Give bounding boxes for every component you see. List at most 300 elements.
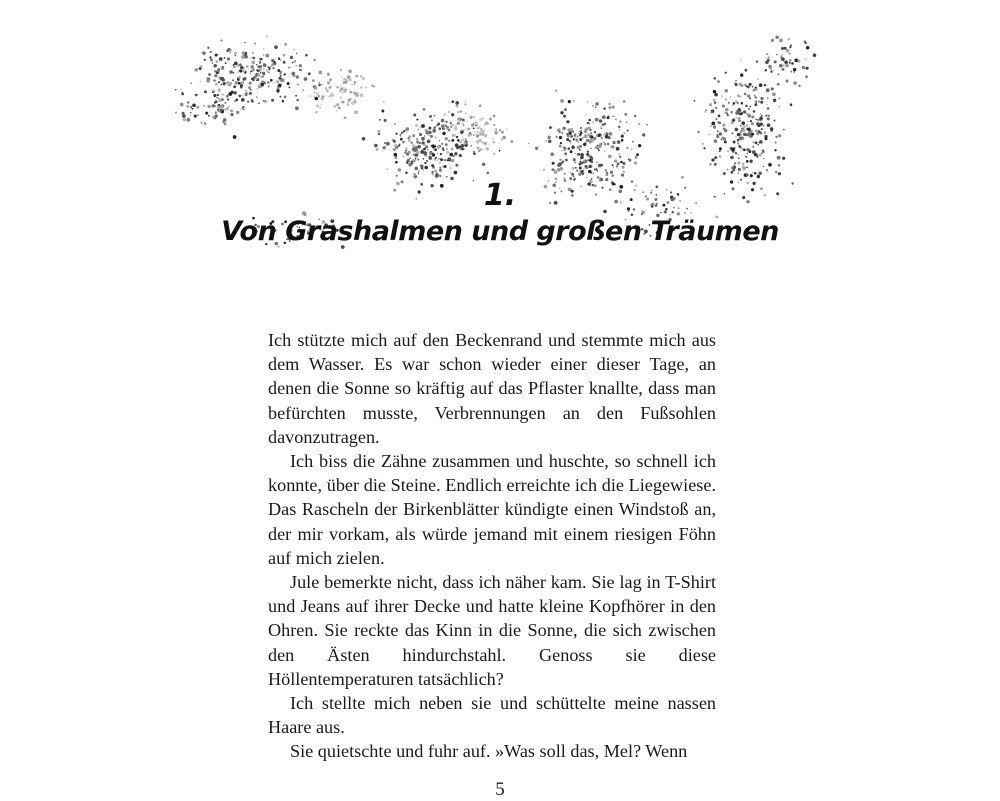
speck [744, 93, 747, 96]
speck [600, 135, 602, 137]
speck [757, 144, 759, 146]
speck [428, 131, 431, 134]
speck [436, 172, 438, 174]
speck [737, 95, 739, 97]
speck [747, 94, 751, 98]
speck [569, 140, 571, 142]
speck [750, 120, 752, 122]
speck [735, 112, 737, 114]
speck [725, 89, 728, 92]
speck [208, 115, 210, 117]
speck [416, 141, 419, 144]
speck [276, 80, 279, 83]
speck [241, 108, 243, 110]
speck [561, 132, 563, 134]
speck [191, 108, 193, 110]
speck [337, 86, 339, 88]
speck [552, 162, 555, 165]
speck [777, 83, 780, 86]
speck [215, 83, 218, 86]
speck [395, 133, 397, 135]
speck [186, 105, 189, 108]
speck [561, 168, 564, 171]
speck [228, 92, 232, 96]
speck [708, 134, 709, 135]
speck [237, 72, 238, 73]
speck [432, 173, 434, 175]
speck [564, 108, 567, 111]
speck [727, 169, 729, 171]
speck [623, 100, 626, 103]
speck [207, 47, 209, 49]
speck [257, 88, 258, 89]
speck [613, 167, 614, 168]
speck [586, 153, 588, 155]
speck [586, 139, 588, 141]
speck [791, 62, 794, 65]
speck [430, 135, 433, 138]
speck [442, 132, 445, 135]
speck [788, 38, 790, 40]
speck [220, 84, 222, 86]
speck [742, 163, 745, 166]
speck [778, 73, 779, 74]
speck [571, 173, 574, 176]
speck [474, 131, 476, 133]
speck [620, 161, 623, 164]
speck [573, 100, 574, 101]
speck [446, 148, 448, 150]
speck [226, 108, 228, 110]
speck [595, 168, 597, 170]
chapter-title: Von Grashalmen und großen Träumen [221, 216, 779, 247]
speck [290, 56, 293, 59]
speck [739, 96, 741, 98]
speck [330, 94, 332, 96]
speck [595, 146, 598, 149]
paragraph: Ich stützte mich auf den Beckenrand und stemmte mich aus dem Wasser. Es war schon wieder einer dieser Tage, an denen die Sonne so kräftig auf das Pflaster knallte, dass man befürchten musste, Verbrennungen an den Fußsohlen davonzutragen. [268, 330, 716, 447]
speck [713, 90, 717, 94]
speck [735, 80, 736, 81]
speck [761, 128, 763, 130]
speck [789, 62, 791, 64]
speck [238, 95, 241, 98]
speck [287, 82, 290, 85]
speck [465, 113, 467, 115]
speck [694, 100, 696, 102]
speck [250, 57, 251, 58]
speck [752, 133, 754, 135]
speck [217, 94, 219, 96]
speck [601, 128, 602, 129]
speck [779, 64, 783, 68]
speck [737, 161, 740, 164]
speck [622, 166, 625, 169]
speck [207, 77, 209, 79]
speck [227, 83, 231, 87]
speck [580, 132, 583, 135]
speck [241, 55, 245, 59]
speck [221, 98, 223, 100]
speck [564, 173, 566, 175]
speck [612, 105, 615, 108]
speck [762, 149, 764, 151]
speck [752, 172, 753, 173]
speck [204, 122, 207, 125]
speck [479, 104, 482, 107]
speck [593, 173, 594, 174]
speck [284, 43, 287, 46]
speck [333, 105, 336, 108]
speck [348, 69, 352, 73]
speck [711, 111, 714, 114]
speck [263, 74, 265, 76]
speck [766, 53, 769, 56]
speck [605, 170, 606, 171]
speck [574, 153, 576, 155]
speck [595, 118, 599, 122]
speck [214, 74, 217, 77]
speck [318, 95, 320, 97]
speck [557, 168, 561, 172]
speck [733, 141, 736, 144]
speck [256, 96, 258, 98]
speck [213, 64, 217, 68]
speck [340, 69, 342, 71]
speck [423, 151, 427, 155]
speck [240, 66, 244, 70]
speck [357, 92, 359, 94]
speck [769, 57, 770, 58]
speck [224, 82, 225, 83]
speck [208, 73, 211, 76]
speck [413, 154, 415, 156]
speck [355, 74, 358, 77]
speck [394, 145, 396, 147]
speck [401, 132, 404, 135]
speck [786, 49, 790, 53]
speck [431, 119, 433, 121]
speck [786, 80, 789, 83]
speck [721, 95, 723, 97]
speck [434, 145, 436, 147]
speck [735, 83, 738, 86]
speck [604, 143, 607, 146]
speck [347, 103, 350, 106]
speck [737, 139, 740, 142]
speck [576, 146, 579, 149]
speck [793, 81, 797, 85]
speck [421, 137, 425, 141]
speck [314, 59, 316, 61]
speck [747, 86, 750, 89]
speck [757, 79, 758, 80]
speck [746, 113, 748, 115]
speck [752, 150, 756, 154]
speck [748, 108, 750, 110]
speck [617, 140, 621, 144]
speck [755, 87, 757, 89]
speck [456, 136, 458, 138]
speck [312, 79, 315, 82]
speck [605, 132, 608, 135]
speck [486, 172, 489, 175]
speck [775, 36, 779, 40]
speck [349, 98, 351, 100]
speck [771, 87, 774, 90]
speck [579, 149, 581, 151]
speck [260, 58, 262, 60]
speck [438, 158, 440, 160]
speck [374, 144, 378, 148]
speck [714, 139, 717, 142]
speck [245, 90, 247, 92]
speck [394, 153, 398, 157]
speck [321, 97, 324, 100]
speck [215, 54, 218, 57]
speck [183, 118, 187, 122]
speck [759, 83, 763, 87]
speck [767, 117, 770, 120]
speck [738, 168, 741, 171]
speck [455, 104, 458, 107]
speck [465, 138, 467, 140]
speck [752, 146, 754, 148]
speck [424, 162, 426, 164]
speck [713, 125, 716, 128]
speck [784, 61, 788, 65]
speck [447, 159, 449, 161]
speck [778, 134, 781, 137]
speck [741, 150, 742, 151]
speck [227, 94, 229, 96]
speck [270, 66, 272, 68]
speck [205, 112, 208, 115]
speck [405, 172, 407, 174]
speck [187, 101, 189, 103]
speck [479, 125, 480, 126]
speck [342, 90, 343, 91]
speck [612, 141, 615, 144]
speck [717, 121, 720, 124]
speck [764, 84, 766, 86]
speck [393, 148, 396, 151]
speck [755, 141, 758, 144]
speck [781, 55, 783, 57]
speck [755, 130, 758, 133]
speck [455, 143, 459, 147]
speck [473, 116, 475, 118]
speck [715, 118, 717, 120]
speck [595, 106, 597, 108]
speck [468, 127, 471, 130]
speck [624, 113, 627, 116]
speck [473, 151, 475, 153]
speck [559, 145, 562, 148]
speck [566, 120, 569, 123]
speck [378, 133, 381, 136]
speck [775, 136, 777, 138]
speck [241, 81, 244, 84]
speck [627, 129, 629, 131]
speck [252, 52, 254, 54]
speck [574, 133, 577, 136]
speck [582, 172, 585, 175]
speck [360, 86, 363, 89]
speck [601, 124, 603, 126]
speck [212, 62, 213, 63]
speck [714, 156, 717, 159]
speck [797, 60, 800, 63]
speck [349, 79, 352, 82]
speck [549, 126, 552, 129]
speck [587, 122, 589, 124]
speck [760, 97, 763, 100]
speck [571, 145, 575, 149]
speck [274, 45, 278, 49]
speck [767, 97, 769, 99]
speck [560, 111, 563, 114]
speck [741, 102, 743, 104]
speck [631, 148, 633, 150]
speck [240, 70, 243, 73]
speck [283, 54, 286, 57]
speck [213, 94, 216, 97]
speck [738, 120, 740, 122]
speck [216, 60, 219, 63]
speck [423, 169, 424, 170]
speck [254, 42, 256, 44]
speck [763, 125, 764, 126]
speck [241, 98, 245, 102]
speck [263, 100, 265, 102]
speck [579, 167, 582, 170]
speck [452, 158, 455, 161]
speck [612, 164, 614, 166]
speck [230, 113, 233, 116]
speck [439, 169, 442, 172]
speck [806, 46, 810, 50]
speck [473, 135, 474, 136]
speck [727, 114, 729, 116]
speck [590, 129, 592, 131]
speck [271, 63, 274, 66]
speck [482, 163, 485, 166]
speck [730, 111, 733, 114]
speck [638, 123, 640, 125]
speck [400, 136, 401, 137]
speck [768, 163, 772, 167]
speck [562, 160, 565, 163]
speck [232, 79, 234, 81]
speck [419, 133, 422, 136]
speck [493, 115, 496, 118]
speck [568, 147, 571, 150]
speck [460, 110, 462, 112]
speck [259, 62, 261, 64]
speck [764, 131, 767, 134]
speck [510, 140, 513, 143]
speck [238, 82, 241, 85]
speck [547, 136, 551, 140]
speck [403, 156, 405, 158]
speck [432, 129, 436, 133]
speck [394, 157, 396, 159]
speck [313, 95, 315, 97]
speck [744, 134, 746, 136]
speck [446, 128, 448, 130]
speck [612, 116, 614, 118]
speck [384, 119, 387, 122]
speck [230, 52, 231, 53]
speck [597, 145, 599, 147]
speck [310, 95, 312, 97]
speck [592, 105, 594, 107]
speck [725, 72, 727, 74]
speck [215, 100, 218, 103]
speck [743, 148, 746, 151]
speck [257, 66, 260, 69]
speck [759, 140, 762, 143]
speck [396, 175, 398, 177]
speck [604, 151, 605, 152]
speck [761, 152, 763, 154]
speck [596, 170, 598, 172]
speck [477, 126, 480, 129]
speck [710, 125, 711, 126]
speck [342, 91, 344, 93]
speck [296, 65, 298, 67]
speck [719, 156, 721, 158]
speck [628, 158, 629, 159]
speck [256, 80, 257, 81]
speck [215, 111, 217, 113]
speck [717, 130, 719, 132]
speck [441, 143, 443, 145]
speck [204, 59, 206, 61]
speck [196, 106, 199, 109]
speck [272, 67, 274, 69]
speck [583, 143, 586, 146]
speck [234, 100, 236, 102]
speck [782, 69, 784, 71]
speck [730, 156, 734, 160]
speck [444, 159, 447, 162]
speck [239, 63, 242, 66]
speck [279, 72, 281, 74]
speck [463, 125, 464, 126]
speck [316, 92, 319, 95]
speck [473, 127, 475, 129]
speck [728, 102, 730, 104]
speck [299, 64, 303, 68]
speck [555, 90, 557, 92]
speck [754, 101, 756, 103]
speck [480, 128, 482, 130]
speck [406, 132, 407, 133]
speck [454, 171, 458, 175]
speck [766, 104, 767, 105]
speck [424, 135, 426, 137]
speck [383, 146, 386, 149]
speck [621, 139, 624, 142]
speck [749, 83, 752, 86]
speck [195, 68, 199, 72]
speck [354, 101, 356, 103]
speck [754, 95, 756, 97]
speck [345, 80, 346, 81]
speck [418, 172, 419, 173]
